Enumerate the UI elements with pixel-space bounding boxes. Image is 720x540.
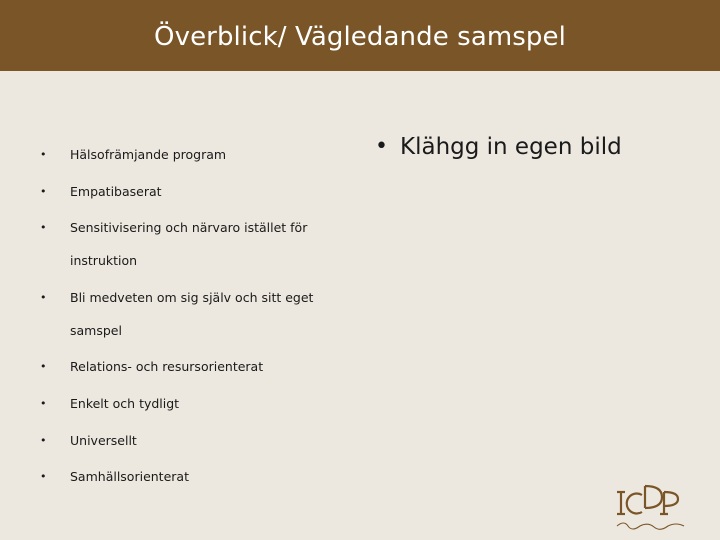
- left-bullet-list: [40, 138, 340, 497]
- list-item: [40, 138, 340, 171]
- title-bar: [0, 0, 720, 71]
- bullet-icon: •: [40, 221, 47, 235]
- right-bullet-list: [375, 130, 622, 164]
- list-item-text: Samhällsorienterat: [70, 469, 189, 485]
- bullet-icon: •: [40, 184, 47, 198]
- bullet-icon: •: [40, 290, 47, 304]
- list-item: [40, 387, 340, 420]
- list-item: [40, 350, 340, 383]
- icdp-logo: [612, 482, 692, 534]
- list-item: [40, 424, 340, 457]
- bullet-icon: •: [40, 433, 47, 447]
- list-item: [40, 211, 340, 277]
- list-item-text: Universellt: [70, 432, 137, 448]
- slide-title: Överblick/ Vägledande samspel: [154, 21, 566, 52]
- list-item-text: Bli medveten om sig själv och sitt eget samspel: [70, 289, 314, 338]
- list-item-text: Enkelt och tydligt: [70, 395, 180, 411]
- list-item: [375, 130, 622, 164]
- list-item: [40, 281, 340, 347]
- list-item: [40, 460, 340, 493]
- bullet-icon: •: [375, 134, 388, 159]
- list-item: [40, 175, 340, 208]
- bullet-icon: •: [40, 148, 47, 161]
- list-item-text: Empatibaserat: [70, 183, 162, 199]
- image-placeholder-text: Klähgg in egen bild: [400, 134, 622, 160]
- bullet-icon: •: [40, 470, 47, 484]
- bullet-icon: •: [40, 396, 47, 410]
- list-item-text: Hälsofrämjande program: [70, 147, 227, 162]
- list-item-text: Relations- och resursorienterat: [70, 359, 264, 375]
- bullet-icon: •: [40, 360, 47, 374]
- list-item-text: Sensitivisering och närvaro istället för instruktion: [70, 220, 308, 269]
